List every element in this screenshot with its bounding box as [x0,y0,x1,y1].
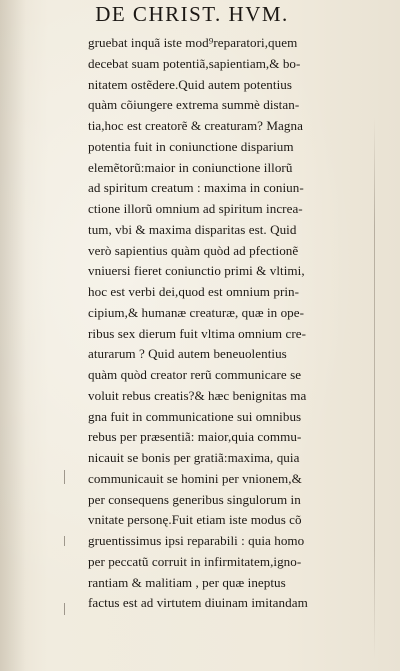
margin-mark [64,536,65,546]
text-line: communicauit se homini per vnionem,& [88,470,302,486]
text-line: vnitate personę.Fuit etiam iste modus cõ [88,512,302,528]
text-line: rebus per præsentiã: maior,quia commu- [88,429,302,445]
text-line: cipium,& humanæ creaturæ, quæ in ope- [88,304,305,320]
margin-mark [64,470,65,484]
page-edge-rule [374,118,375,658]
text-line: verò sapientius quàm quòd ad pfectionẽ [88,242,299,258]
text-line: ctione illorũ omnium ad spiritum increa- [88,201,303,216]
running-header [0,2,400,27]
text-line: per peccatũ corruit in infirmitatem,igno- [88,553,302,569]
text-line: factus est ad virtutem diuinam imitandam [88,595,308,611]
text-line: rantiam & malitiam , per quæ ineptus [88,574,286,590]
text-line: nitatem ostẽdere.Quid autem potentius [88,76,293,92]
text-line: decebat suam potentiã,sapientiam,& bo- [88,55,301,71]
margin-mark [64,603,65,615]
text-line: quàm cõiungere extrema summè distan- [88,97,300,113]
text-line: per consequens generibus singulorum in [88,491,301,507]
text-line: gruentissimus ipsi reparabili : quia homo [88,533,305,548]
text-line: aturarum ? Quid autem beneuolentius [88,346,287,362]
body-text [88,33,388,614]
text-line: ad spiritum creatum : maxima in coniun- [88,180,304,196]
text-line: voluit rebus creatis?& hæc benignitas ma [88,387,307,403]
text-line: gna fuit in communicatione sui omnibus [88,408,302,424]
running-title: DE CHRIST. HVM. [95,2,289,26]
text-line: tum, vbi & maxima disparitas est. Quid [88,221,297,237]
text-line: tia,hoc est creatorẽ & creaturam? Magna [88,118,303,133]
text-line: ribus sex dierum fuit vltima omnium cre- [88,325,307,341]
text-line: hoc est verbi dei,quod est omnium prin- [88,284,300,299]
text-line: vniuersi fieret coniunctio primi & vltimi, [88,263,305,279]
gutter-shadow [0,0,26,671]
text-line: elemẽtorũ:maior in coniunctione illorũ [88,159,293,175]
text-line: quàm quòd creator rerũ communicare se [88,367,302,382]
text-line: gruebat inquã iste mod⁹reparatori,quem [88,35,298,50]
text-line: nicauit se bonis per gratiã:maxima, quia [88,450,300,465]
text-line: potentia fuit in coniunctione disparium [88,138,294,154]
